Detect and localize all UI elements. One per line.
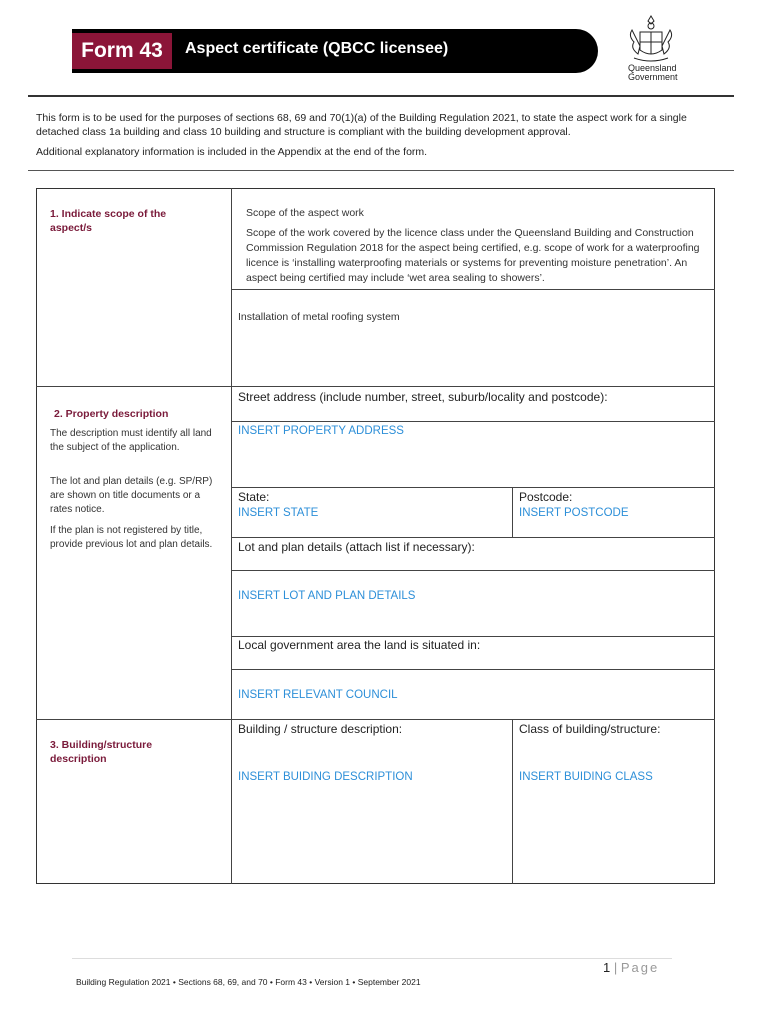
form-number-badge: Form 43 [72,33,172,69]
section-1-bottom [36,386,715,387]
lot-plan-field[interactable]: INSERT LOT AND PLAN DETAILS [238,590,416,602]
property-note-2: The lot and plan details (e.g. SP/RP) are shown on title documents or a rates notice. [50,476,213,515]
building-class-field[interactable]: INSERT BUIDING CLASS [519,771,653,783]
postcode-label: Postcode: [519,490,573,504]
street-address-label: Street address (include number, street, suburb/locality and postcode): [238,390,608,404]
building-class-label: Class of building/structure: [519,722,661,736]
logo-line-2: Government [628,72,678,82]
section-2-bottom [36,719,715,720]
footer-text: Building Regulation 2021 • Sections 68, 69, and 70 • Form 43 • Version 1 • September 2021 [76,977,421,987]
lga-field[interactable]: INSERT RELEVANT COUNCIL [238,689,398,701]
lot-plan-label: Lot and plan details (attach list if necessary): [238,540,475,554]
intro-paragraph-1: This form is to be used for the purposes of sections 68, 69 and 70(1)(a) of the Building Regulation 2021, to state the aspect work for a single detached class 1a building and class 10 building and structure is compliant with the building development approval. [36,112,687,138]
description-class-divider [512,719,513,884]
state-field[interactable]: INSERT STATE [238,507,319,519]
property-note-1: The description must identify all land the subject of the application. [50,428,212,453]
section-1-title: 1. Indicate scope of the aspect/s [50,208,167,234]
logo-line-1: Queensland [628,63,677,73]
footer-rule [72,958,672,959]
form-title: Aspect certificate (QBCC licensee) [185,40,449,57]
state-label: State: [238,490,270,504]
page-number [603,960,659,975]
page-number-value: 1 [603,960,611,975]
logo-text [628,64,678,82]
lga-label: Local government area the land is situated in: [238,638,481,652]
row-line [231,537,715,538]
postcode-field[interactable]: INSERT POSTCODE [519,507,629,519]
building-description-field[interactable]: INSERT BUIDING DESCRIPTION [238,771,413,783]
scope-value-field[interactable]: Installation of metal roofing system [238,311,400,323]
scope-heading: Scope of the aspect work [246,207,364,219]
row-line [231,669,715,670]
page-separator: | [613,960,618,975]
column-divider [231,188,232,884]
row-line [231,487,715,488]
section-3-title: 3. Building/structure description [50,739,153,765]
state-postcode-divider [512,487,513,537]
property-note-3: If the plan is not registered by title, provide previous lot and plan details. [50,525,213,550]
intro-paragraph-2: Additional explanatory information is included in the Appendix at the end of the form. [36,146,428,158]
row-line [231,421,715,422]
page-word: Page [620,960,660,975]
row-line [231,636,715,637]
intro-rule [28,170,734,171]
row-line [231,570,715,571]
street-address-field[interactable]: INSERT PROPERTY ADDRESS [238,425,404,437]
section-2-title: 2. Property description [54,408,169,420]
scope-description: Scope of the work covered by the licence class under the Queensland Building and Construction Commission Regulation 2018 for the aspect being certified, e.g. scope of work for a waterproofing licence is ‘installing waterproofing materials or systems for preventing moisture penetration’. An aspect being certified may include ‘wet area sealing to showers’. [246,227,700,284]
building-description-label: Building / structure description: [238,722,403,736]
row-line [231,289,715,290]
header-rule [28,95,734,97]
